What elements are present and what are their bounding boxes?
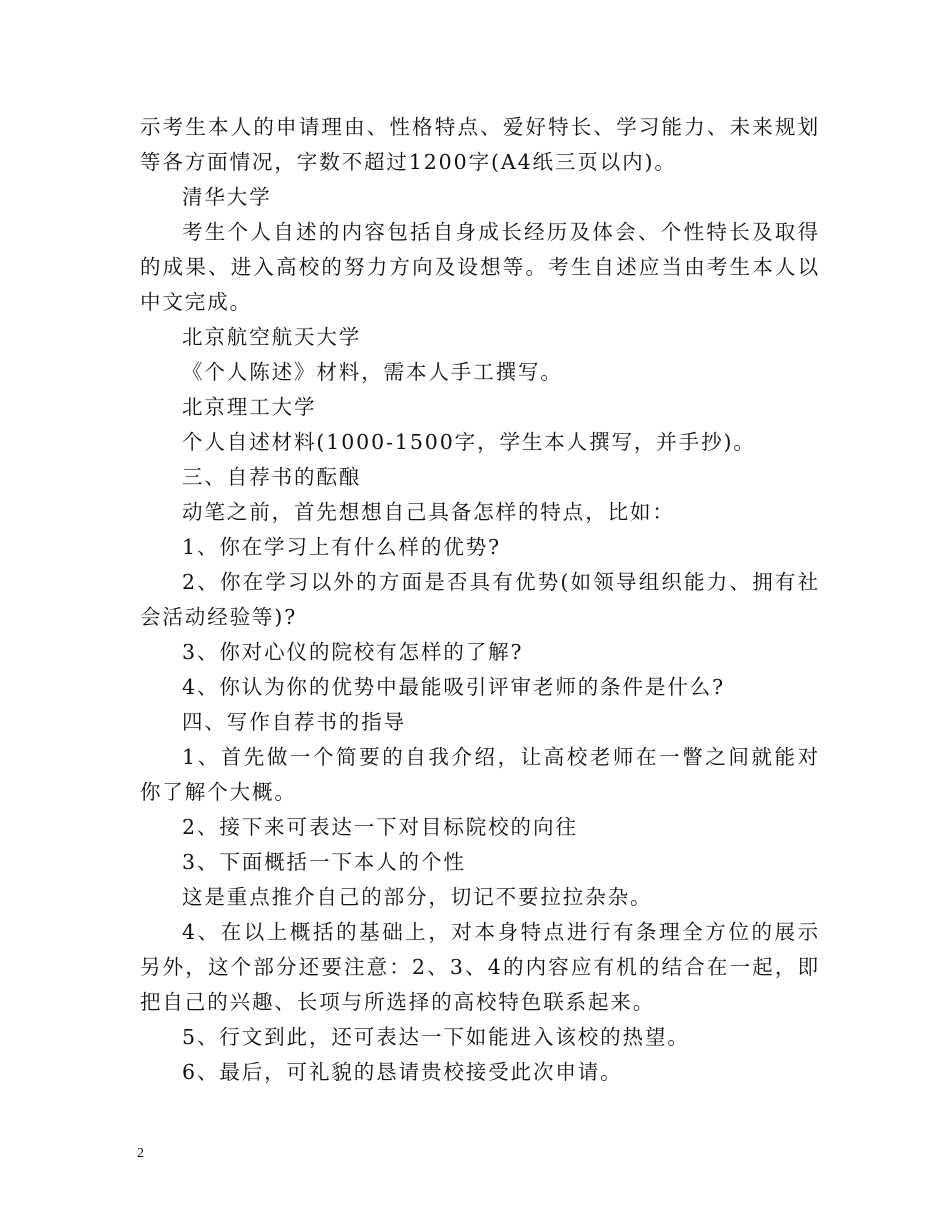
list-item: 2、接下来可表达一下对目标院校的向往 [182, 815, 578, 839]
list-item: 3、你对心仪的院校有怎样的了解? [182, 640, 524, 664]
section-heading: 四、写作自荐书的指导 [182, 710, 406, 734]
document-body [140, 110, 820, 1090]
list-item: 1、首先做一个简要的自我介绍，让高校老师在一瞥之间就能对你了解个大概。 [140, 745, 820, 804]
list-item: 2、你在学习以外的方面是否具有优势(如领导组织能力、拥有社会活动经验等)? [140, 570, 820, 629]
list-item: 3、下面概括一下本人的个性 [182, 850, 466, 874]
paragraph: 北京理工大学 [182, 395, 317, 419]
list-item: 4、你认为你的优势中最能吸引评审老师的条件是什么? [182, 675, 726, 699]
paragraph: 《个人陈述》材料，需本人手工撰写。 [182, 360, 563, 384]
list-item: 4、在以上概括的基础上，对本身特点进行有条理全方位的展示另外，这个部分还要注意：2、3、4的内容应有机的结合在一起，即把自己的兴趣、长项与所选择的高校特色联系起来。 [140, 920, 820, 1014]
paragraph: 示考生本人的申请理由、性格特点、爱好特长、学习能力、未来规划等各方面情况，字数不超过1200字(A4纸三页以内)。 [140, 115, 820, 174]
paragraph: 北京航空航天大学 [182, 325, 362, 349]
paragraph: 动笔之前，首先想想自己具备怎样的特点，比如： [182, 500, 675, 524]
paragraph: 考生个人自述的内容包括自身成长经历及体会、个性特长及取得的成果、进入高校的努力方向及设想等。考生自述应当由考生本人以中文完成。 [140, 220, 820, 314]
page-number: 2 [137, 1146, 144, 1161]
list-item: 1、你在学习上有什么样的优势? [182, 535, 502, 559]
list-item: 5、行文到此，还可表达一下如能进入该校的热望。 [182, 1025, 690, 1049]
paragraph: 这是重点推介自己的部分，切记不要拉拉杂杂。 [182, 885, 653, 909]
list-item: 6、最后，可礼貌的恳请贵校接受此次申请。 [182, 1060, 623, 1084]
paragraph: 个人自述材料(1000-1500字，学生本人撰写，并手抄)。 [182, 430, 756, 454]
section-heading: 三、自荐书的酝酿 [182, 465, 362, 489]
paragraph: 清华大学 [182, 185, 272, 209]
